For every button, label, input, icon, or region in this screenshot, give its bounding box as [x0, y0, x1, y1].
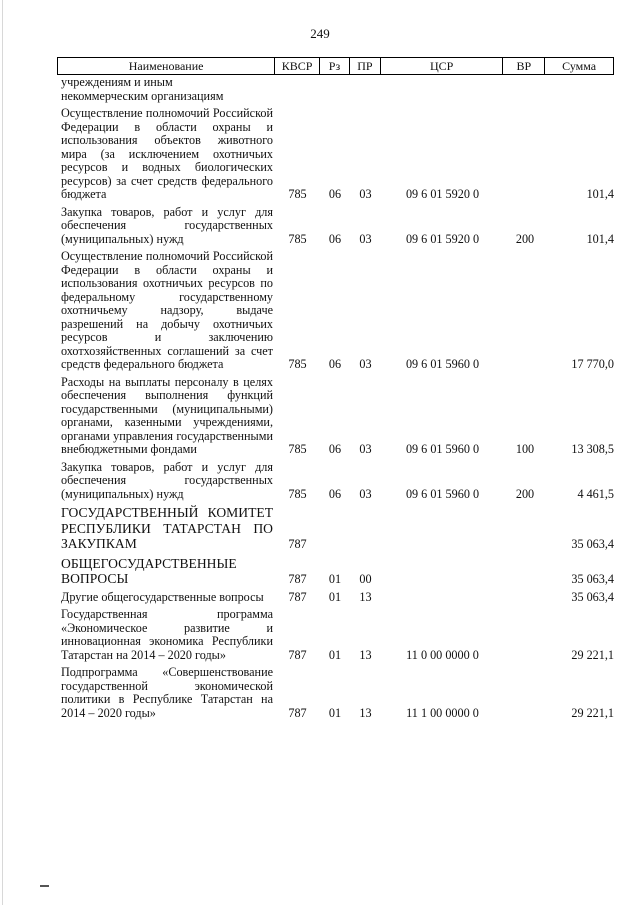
cell-kvsr: 785	[288, 231, 307, 246]
header-csr: ЦСР	[381, 58, 504, 74]
cell-sum: 17 770,0	[571, 357, 614, 371]
table-row	[57, 556, 614, 587]
cell-sum: 35 063,4	[571, 589, 614, 604]
row-name: Государственная программа «Экономическое развитие и инновационная экономика Республики Татарстан на 2014 – 2020 годы»	[61, 607, 273, 662]
cell-sum: 35 063,4	[571, 572, 614, 587]
header-rz: Рз	[320, 58, 350, 74]
cell-rz: 01	[328, 572, 342, 587]
row-name: Закупка товаров, работ и услуг для обеспечения государственных (муниципальных) нужд	[61, 459, 273, 501]
cell-vr: 100	[515, 442, 535, 456]
cell-pr: 03	[359, 231, 372, 246]
budget-table	[57, 76, 614, 720]
cell-rz: 06	[328, 442, 342, 456]
cell-kvsr: 787	[288, 572, 307, 587]
table-row	[57, 461, 614, 502]
page-number: 249	[310, 26, 330, 41]
cell-pr: 13	[359, 589, 372, 604]
cell-kvsr: 787	[288, 537, 307, 552]
cell-rz: 01	[328, 705, 342, 720]
cell-kvsr: 787	[288, 647, 307, 662]
row-name: ОБЩЕГОСУДАРСТВЕННЫЕ ВОПРОСЫ	[61, 555, 237, 587]
cell-csr: 09 6 01 5920 0	[405, 231, 480, 246]
table-row	[57, 250, 614, 372]
cell-pr: 03	[359, 442, 372, 456]
cell-sum: 29 221,1	[571, 647, 614, 662]
table-row	[57, 206, 614, 247]
table-row	[57, 376, 614, 457]
row-name: ГОСУДАРСТВЕННЫЙ КОМИТЕТ РЕСПУБЛИКИ ТАТАРСТАН ПО ЗАКУПКАМ	[61, 505, 273, 552]
row-name: Другие общегосударственные вопросы	[61, 589, 264, 604]
cell-rz: 06	[328, 486, 342, 501]
cell-pr: 03	[359, 357, 372, 371]
cell-kvsr: 785	[288, 442, 307, 456]
cell-sum: 13 308,5	[571, 442, 614, 456]
table-row	[57, 76, 614, 103]
table-header	[57, 57, 614, 75]
cell-kvsr: 787	[288, 705, 307, 720]
scan-mark	[40, 885, 49, 887]
table-row	[57, 505, 614, 552]
cell-kvsr: 785	[288, 486, 307, 501]
row-name: Расходы на выплаты персоналу в целях обеспечения выполнения функций государственными (муниципальными) органами, казенными учреждениями, органами управления государственными внебюджетными фондами	[61, 374, 273, 456]
cell-pr: 00	[359, 572, 372, 587]
row-name: Осуществление полномочий Российской Федерации в области охраны и использования охотничьих ресурсов по федеральному государственному охотничьему надзору, выдаче разрешений на добычу охотничьих ресурсов и заключению охотхозяйственных соглашений за счет средств федерального бюджета	[61, 249, 273, 371]
cell-csr: 09 6 01 5960 0	[405, 442, 480, 456]
row-name: учреждениям и иным некоммерческим организациям	[61, 75, 224, 103]
cell-sum: 29 221,1	[571, 705, 614, 720]
cell-pr: 13	[359, 705, 372, 720]
table-row	[57, 107, 614, 202]
cell-rz: 01	[328, 647, 342, 662]
row-name: Подпрограмма «Совершенствование государственной экономической политики в Республике Татарстан на 2014 – 2020 годы»	[61, 665, 273, 720]
cell-csr: 11 1 00 0000 0	[406, 705, 479, 720]
cell-kvsr: 785	[288, 187, 307, 201]
cell-rz: 06	[328, 187, 342, 201]
cell-sum: 101,4	[586, 231, 614, 246]
cell-pr: 13	[359, 647, 372, 662]
cell-vr: 200	[515, 486, 535, 501]
header-pr: ПР	[350, 58, 381, 74]
cell-csr: 11 0 00 0000 0	[406, 647, 479, 662]
header-sum: Сумма	[562, 59, 597, 73]
row-name: Осуществление полномочий Российской Федерации в области охраны и использования объектов животного мира (за исключением охотничьих ресурсов и водных биологических ресурсов) за счет средств федерального бюджета	[61, 106, 273, 201]
scan-edge	[2, 0, 3, 905]
cell-pr: 03	[359, 486, 372, 501]
cell-vr: 200	[515, 231, 535, 246]
header-name: Наименование	[58, 58, 275, 74]
table-row	[57, 666, 614, 720]
header-kvsr: КВСР	[275, 58, 320, 74]
cell-rz: 06	[328, 357, 342, 371]
header-vr: ВР	[503, 58, 545, 74]
cell-kvsr: 787	[288, 589, 307, 604]
table-row	[57, 591, 614, 605]
table-row	[57, 608, 614, 662]
cell-kvsr: 785	[288, 357, 307, 371]
cell-csr: 09 6 01 5960 0	[405, 357, 480, 371]
cell-csr: 09 6 01 5960 0	[405, 486, 480, 501]
cell-sum: 4 461,5	[577, 486, 614, 501]
cell-csr: 09 6 01 5920 0	[405, 187, 480, 201]
row-name: Закупка товаров, работ и услуг для обеспечения государственных (муниципальных) нужд	[61, 204, 273, 246]
cell-rz: 01	[328, 589, 342, 604]
cell-sum: 35 063,4	[571, 537, 614, 552]
cell-rz: 06	[328, 231, 342, 246]
cell-sum: 101,4	[586, 187, 614, 201]
cell-pr: 03	[359, 187, 372, 201]
